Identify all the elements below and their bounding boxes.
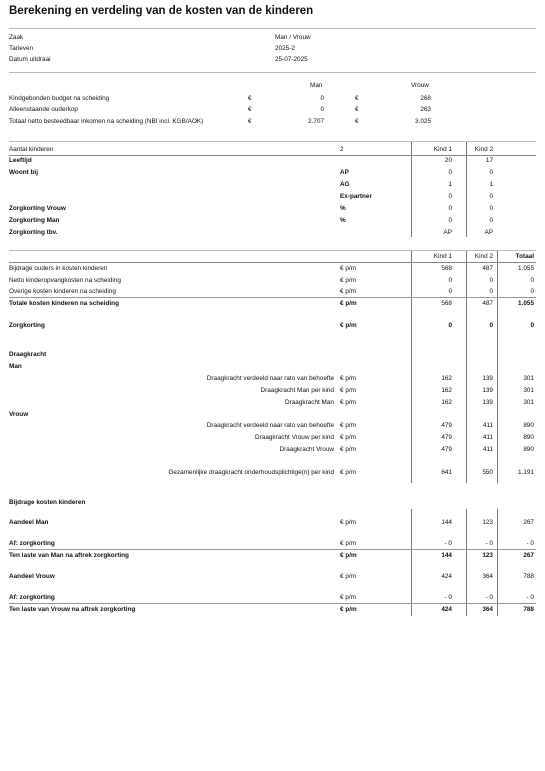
totaal-value: 788 (523, 573, 534, 580)
gezamenlijk-label: Gezamenlijke draagkracht onderhoudsplichtige(n) per kind (168, 469, 334, 476)
kind1-header: Kind 1 (433, 146, 452, 153)
kind2-value: - 0 (485, 540, 493, 547)
kind2-value: 139 (482, 399, 493, 406)
info-label-tarieven: Tarieven (9, 45, 34, 52)
kind2-value: 364 (482, 573, 493, 580)
totaal-value: 0 (530, 288, 534, 295)
budget-row-label: Totaal netto besteedbaar inkomen na scheiding (NBI incl. KGB/AOK) (9, 118, 204, 125)
row-unit: € p/m (340, 300, 357, 307)
kind1-value: 1 (448, 181, 452, 188)
kind2-value: AP (484, 229, 493, 236)
kind2-value: 0 (489, 322, 493, 329)
draagkracht-title: Draagkracht (9, 351, 47, 358)
row-unit: € p/m (340, 594, 356, 601)
kind2-value: 123 (482, 552, 493, 559)
kind2-value: 0 (489, 205, 493, 212)
budget-row-label: Kindgebonden budget na scheiding (9, 95, 110, 102)
kind2-header: Kind 2 (474, 253, 493, 260)
row-unit: € p/m (340, 446, 356, 453)
kind2-value: 411 (482, 446, 493, 453)
budget-man-value: 2.707 (308, 118, 324, 125)
kind2-value: 411 (482, 422, 493, 429)
kind1-value: 568 (441, 265, 452, 272)
kind2-value: 411 (482, 434, 493, 441)
kind2-value: 17 (485, 157, 493, 164)
kind1-value: 162 (441, 387, 452, 394)
totaal-value: 1.055 (518, 265, 534, 272)
row-label: Woont bij (9, 169, 38, 176)
kind1-value: - 0 (444, 540, 452, 547)
row-unit: € p/m (340, 469, 356, 476)
totaal-value: 0 (530, 277, 534, 284)
row-label: Af: zorgkorting (9, 540, 55, 547)
kind1-value: 144 (441, 519, 452, 526)
totaal-value: 267 (523, 552, 534, 559)
row-unit: Ex-partner (340, 193, 372, 200)
kind1-value: 162 (441, 399, 452, 406)
kind2-value: 0 (489, 288, 493, 295)
row-label: Ten laste van Vrouw na aftrek zorgkorting (9, 606, 136, 613)
row-unit: € p/m (340, 422, 356, 429)
budget-vrouw-value: 263 (420, 106, 431, 113)
draagkracht-vrouw-label: Vrouw (9, 411, 29, 418)
divider (9, 155, 536, 156)
kind2-value: 123 (482, 519, 493, 526)
row-label: Draagkracht Man (284, 399, 334, 406)
column-divider (411, 251, 412, 483)
row-label: Overige kosten kinderen na scheiding (9, 288, 116, 295)
totaal-header: Totaal (515, 253, 534, 260)
kind2-value: - 0 (485, 594, 493, 601)
divider (9, 603, 536, 604)
kind1-value: 424 (441, 606, 452, 613)
row-unit: % (340, 217, 346, 224)
info-label-zaak: Zaak (9, 34, 24, 41)
kind2-header: Kind 2 (474, 146, 493, 153)
row-unit: AG (340, 181, 350, 188)
row-unit: € p/m (340, 552, 357, 559)
row-unit: € p/m (340, 519, 356, 526)
row-unit: € p/m (340, 606, 357, 613)
kind2-value: 0 (489, 193, 493, 200)
kind1-value: 20 (444, 157, 452, 164)
column-divider (497, 251, 498, 483)
divider (9, 262, 536, 263)
kind1-value: 568 (441, 300, 452, 307)
kind2-value: 487 (482, 300, 493, 307)
kind1-value: 0 (448, 205, 452, 212)
kind1-value: 0 (448, 193, 452, 200)
kind1-value: 0 (448, 288, 452, 295)
budget-vrouw-value: 268 (420, 95, 431, 102)
row-label: Zorgkorting Vrouw (9, 205, 66, 212)
kind1-value: AP (443, 229, 452, 236)
divider (9, 72, 536, 73)
totaal-value: - 0 (526, 594, 534, 601)
info-label-datum: Datum uitdraai (9, 56, 51, 63)
totaal-value: 301 (523, 375, 534, 382)
row-unit: € p/m (340, 277, 356, 284)
row-label: Draagkracht Vrouw (279, 446, 334, 453)
kind1-value: 0 (448, 169, 452, 176)
row-unit: € p/m (340, 387, 356, 394)
divider (9, 141, 536, 142)
row-unit: € p/m (340, 573, 356, 580)
row-unit: € p/m (340, 265, 356, 272)
info-value-tarieven: 2025-2 (275, 45, 295, 52)
column-divider (497, 509, 498, 616)
kind1-value: 0 (448, 217, 452, 224)
totaal-value: 1.055 (518, 300, 534, 307)
divider (9, 549, 536, 550)
row-label: Ten laste van Man na aftrek zorgkorting (9, 552, 129, 559)
totaal-value: 890 (523, 422, 534, 429)
currency-symbol: € (355, 118, 359, 125)
aantal-kinderen-value: 2 (340, 146, 344, 153)
row-label: Netto kinderopvangkosten na scheiding (9, 277, 121, 284)
budget-man-header: Man (310, 82, 323, 89)
row-label: Af: zorgkorting (9, 594, 55, 601)
row-unit: € p/m (340, 375, 356, 382)
row-label: Bijdrage ouders in kosten kinderen (9, 265, 108, 272)
currency-symbol: € (248, 106, 252, 113)
divider (9, 297, 536, 298)
column-divider (466, 251, 467, 483)
kind1-value: 162 (441, 375, 452, 382)
row-label: Aandeel Vrouw (9, 573, 55, 580)
totaal-value: 788 (523, 606, 534, 613)
kind2-value: 139 (482, 387, 493, 394)
totaal-value: 267 (523, 519, 534, 526)
kind1-value: 0 (448, 322, 452, 329)
kind1-value: 144 (441, 552, 452, 559)
budget-man-value: 0 (320, 106, 324, 113)
totaal-value: 301 (523, 387, 534, 394)
currency-symbol: € (355, 95, 359, 102)
totaal-value: 0 (530, 322, 534, 329)
budget-row-label: Alleenstaande ouderkop (9, 106, 78, 113)
kind2-value: 139 (482, 375, 493, 382)
row-label: Draagkracht Vrouw per kind (255, 434, 334, 441)
row-unit: AP (340, 169, 349, 176)
column-divider (466, 509, 467, 616)
kind1-value: 424 (441, 573, 452, 580)
row-unit: € p/m (340, 288, 356, 295)
kind1-value: 479 (441, 422, 452, 429)
row-label: Aandeel Man (9, 519, 49, 526)
divider (9, 28, 536, 29)
row-label: Zorgkorting Man (9, 217, 60, 224)
kind1-value: - 0 (444, 594, 452, 601)
kind2-value: 0 (489, 217, 493, 224)
row-label: Draagkracht verdeeld naar rato van behoefte (206, 422, 334, 429)
row-unit: € p/m (340, 322, 357, 329)
column-divider (411, 509, 412, 616)
totaal-value: 301 (523, 399, 534, 406)
currency-symbol: € (248, 95, 252, 102)
info-value-zaak: Man / Vrouw (275, 34, 311, 41)
budget-man-value: 0 (320, 95, 324, 102)
kind1-header: Kind 1 (433, 253, 452, 260)
row-label: Zorgkorting tbv. (9, 229, 58, 236)
totaal-value: - 0 (526, 540, 534, 547)
kind1-value: 479 (441, 446, 452, 453)
column-divider (411, 142, 412, 237)
kind2-value: 0 (489, 169, 493, 176)
aantal-kinderen-label: Aantal kinderen (9, 146, 54, 153)
budget-vrouw-value: 3.025 (415, 118, 431, 125)
totaal-value: 890 (523, 434, 534, 441)
row-unit: € p/m (340, 540, 356, 547)
kind2-value: 1 (489, 181, 493, 188)
divider (9, 250, 536, 251)
totaal-value: 1.191 (518, 469, 534, 476)
zorgkorting-label: Zorgkorting (9, 322, 45, 329)
currency-symbol: € (248, 118, 252, 125)
totaal-value: 890 (523, 446, 534, 453)
kind2-value: 550 (482, 469, 493, 476)
bijdrage-title: Bijdrage kosten kinderen (9, 499, 86, 506)
row-label: Leeftijd (9, 157, 32, 164)
row-unit: € p/m (340, 434, 356, 441)
row-label: Totale kosten kinderen na scheiding (9, 300, 119, 307)
row-unit: € p/m (340, 399, 356, 406)
info-value-datum: 25-07-2025 (275, 56, 308, 63)
row-unit: % (340, 205, 346, 212)
page-title: Berekening en verdeling van de kosten van de kinderen (9, 5, 314, 17)
column-divider (466, 142, 467, 237)
kind2-value: 487 (482, 265, 493, 272)
row-label: Draagkracht Man per kind (260, 387, 334, 394)
draagkracht-man-label: Man (9, 363, 22, 370)
currency-symbol: € (355, 106, 359, 113)
kind1-value: 479 (441, 434, 452, 441)
kind2-value: 364 (482, 606, 493, 613)
row-label: Draagkracht verdeeld naar rato van behoefte (206, 375, 334, 382)
budget-vrouw-header: Vrouw (411, 82, 429, 89)
kind1-value: 0 (448, 277, 452, 284)
kind2-value: 0 (489, 277, 493, 284)
kind1-value: 641 (441, 469, 452, 476)
